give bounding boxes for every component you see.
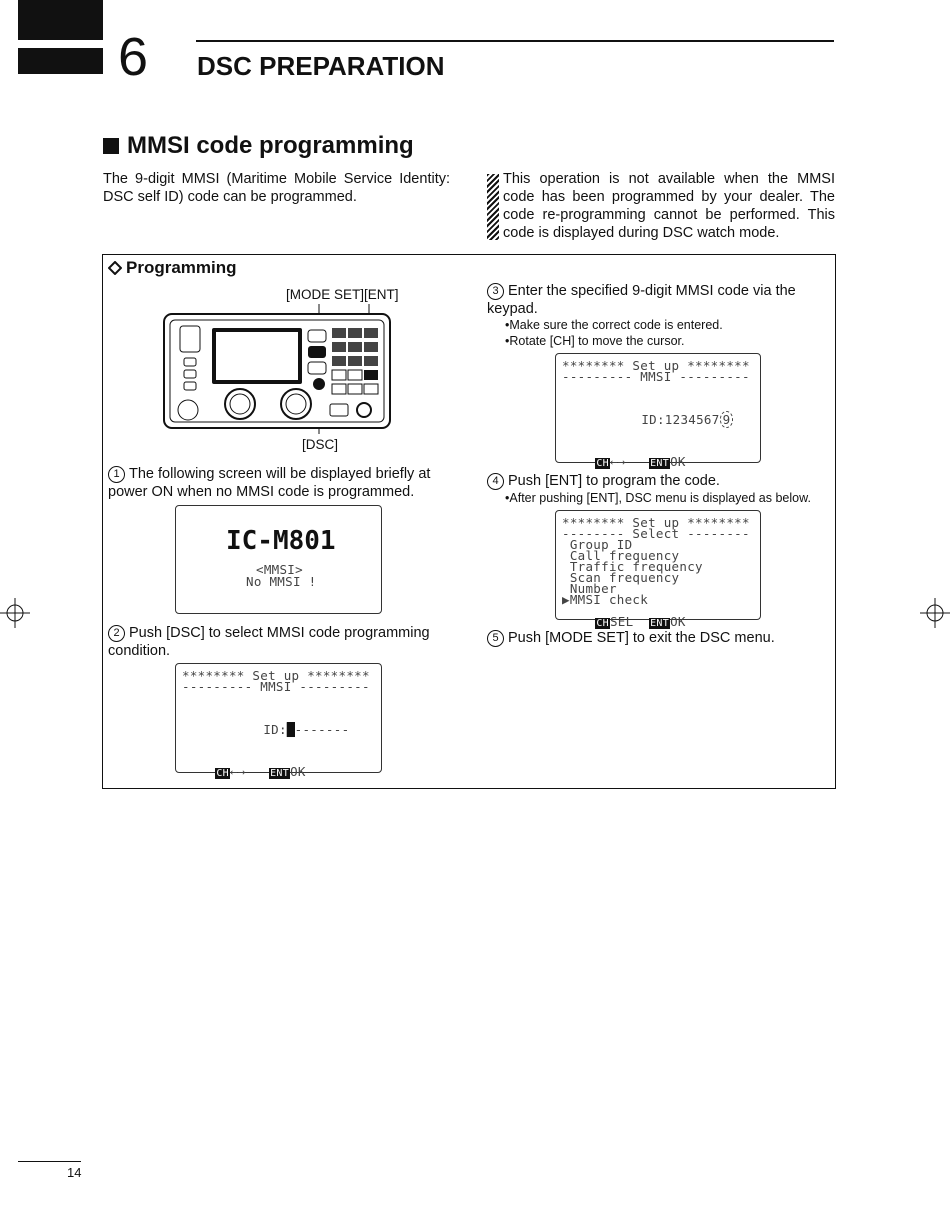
lcd-ent-key: ENT: [650, 618, 670, 629]
step-3-text: Enter the specified 9-digit MMSI code via the keypad.: [487, 283, 796, 317]
lcd-menu-item: Traffic frequency: [562, 559, 703, 574]
lcd-cursor: █: [286, 722, 295, 737]
lcd-menu-item: Number: [562, 581, 617, 596]
lcd-ok: OK: [290, 764, 306, 779]
step-5-number: 5: [487, 630, 504, 647]
lcd-menu-item: Scan frequency: [562, 570, 680, 585]
lcd-header-1: ******** Set up ********: [562, 515, 750, 530]
step-2: [108, 624, 450, 660]
step-1: [108, 465, 450, 501]
radio-front-panel: [160, 304, 396, 434]
step-4: [487, 472, 829, 490]
lcd-ch-key: CH: [216, 768, 229, 779]
programming-title-text: Programming: [126, 258, 237, 277]
lcd-menu-item: Call frequency: [562, 548, 680, 563]
lcd-header-1: ******** Set up ********: [182, 668, 370, 683]
note-hatch-icon: [487, 174, 499, 240]
step-2-number: 2: [108, 625, 125, 642]
intro-text: The 9-digit MMSI (Maritime Mobile Service Identity: DSC self ID) code can be programmed.: [103, 171, 450, 205]
lcd-ch-arrow: ←→: [609, 454, 626, 469]
lcd-ent-key: ENT: [650, 458, 670, 469]
lcd-softkeys: [184, 755, 306, 790]
step-5: [487, 629, 829, 647]
footer-rule: [18, 1161, 81, 1162]
step-2-text: Push [DSC] to select MMSI code programming condition.: [108, 625, 430, 659]
step-4-number: 4: [487, 473, 504, 490]
lcd-setup-empty: [175, 663, 382, 779]
header-rule: [196, 40, 834, 42]
step-5-text: Push [MODE SET] to exit the DSC menu.: [508, 630, 775, 646]
lcd-boot-screen: [175, 505, 382, 614]
lcd-header-2: --------- MMSI ---------: [562, 369, 750, 384]
lcd-header-1: ******** Set up ********: [562, 358, 750, 373]
lcd-menu-item: Group ID: [562, 537, 633, 552]
mode-ent-label: [MODE SET][ENT]: [286, 287, 399, 302]
lcd-model-name: IC-M801: [226, 526, 336, 556]
lcd-sel: SEL: [609, 614, 634, 629]
lcd-id-row: [610, 403, 733, 436]
lcd-id-value: ID:1234567: [641, 412, 720, 427]
page-number: 14: [67, 1165, 82, 1180]
step-3-number: 3: [487, 283, 504, 300]
lcd-id-label: ID:: [263, 722, 287, 737]
lcd-ok: OK: [670, 454, 686, 469]
chapter-tab-lower: [18, 48, 103, 74]
lcd-id-row: [232, 713, 349, 746]
lcd-menu-item-selected: ▶MMSI check: [562, 592, 649, 607]
lcd-select-menu: [555, 510, 761, 629]
step-1-number: 1: [108, 466, 125, 483]
step-4-text: Push [ENT] to program the code.: [508, 473, 720, 489]
lcd-ch-key: CH: [596, 458, 609, 469]
step-1-text: The following screen will be displayed briefly at power ON when no MMSI code is programmed.: [108, 466, 431, 500]
lcd-header-2: -------- Select --------: [562, 526, 750, 541]
registration-mark-left: [0, 598, 30, 628]
programming-title: [108, 258, 237, 278]
lcd-setup-filled: [555, 353, 761, 469]
chapter-number: 6: [118, 27, 149, 87]
square-bullet-icon: [103, 138, 119, 154]
section-title-text: MMSI code programming: [127, 132, 414, 159]
step-4-bullet-1: •After pushing [ENT], DSC menu is displayed as below.: [505, 491, 811, 505]
lcd-header-2: --------- MMSI ---------: [182, 679, 370, 694]
section-title: [103, 132, 414, 160]
lcd-ch-arrow: ←→: [229, 764, 246, 779]
dsc-label: [DSC]: [302, 437, 339, 452]
lcd-boot-line1: <MMSI>: [256, 562, 303, 577]
lcd-id-dashes: -------: [294, 722, 350, 737]
lcd-ok: OK: [670, 614, 686, 629]
step-3: [487, 282, 829, 318]
lcd-ch-key: CH: [596, 618, 609, 629]
chapter-title: DSC PREPARATION: [197, 51, 445, 81]
step-3-bullet-2: •Rotate [CH] to move the cursor.: [505, 334, 685, 348]
note-text: This operation is not available when the MMSI code has been programmed by your dealer. The code re-programming cannot be performed. This code is displayed during DSC watch mode.: [503, 171, 835, 241]
lcd-boot-line2: No MMSI !: [246, 574, 317, 589]
chapter-tab-upper: [18, 0, 103, 40]
registration-mark-right: [920, 598, 950, 628]
lcd-ent-key: ENT: [270, 768, 290, 779]
lcd-cursor-digit: 9: [720, 411, 734, 428]
diamond-icon: [108, 261, 122, 275]
step-3-bullet-1: •Make sure the correct code is entered.: [505, 318, 723, 332]
